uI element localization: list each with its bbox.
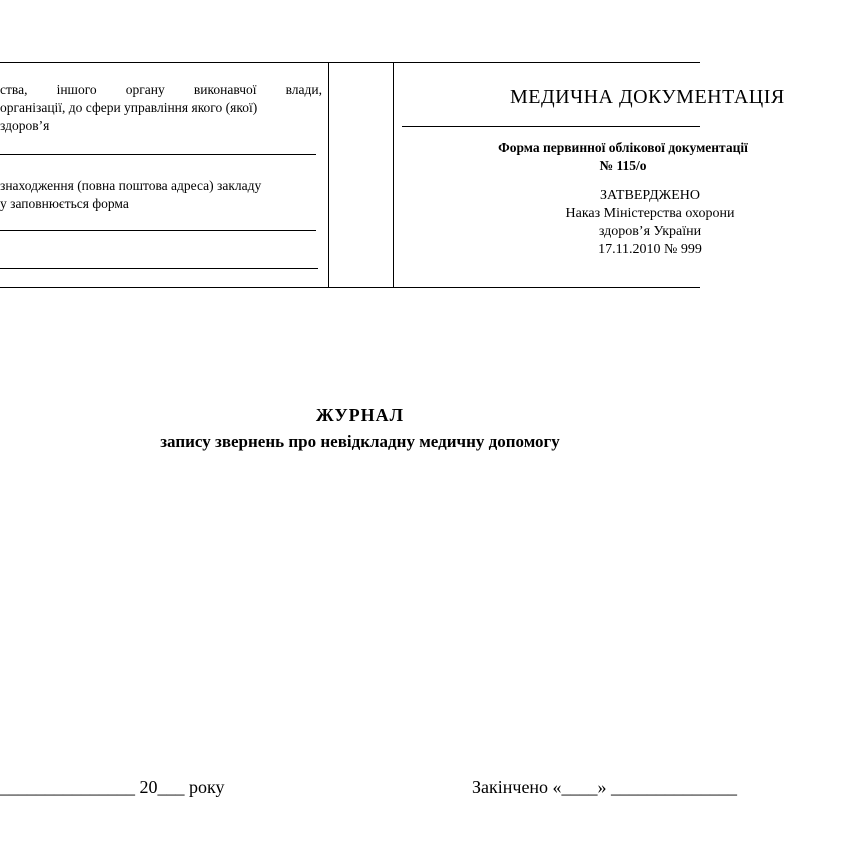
approved-label: ЗАТВЕРДЖЕНО: [600, 188, 700, 203]
form-number: № 115/о: [599, 158, 647, 173]
medical-documentation-title: МЕДИЧНА ДОКУМЕНТАЦІЯ: [510, 86, 785, 108]
ministry-line-3: здоров’я: [0, 118, 50, 133]
ministry-fill-line[interactable]: [0, 154, 316, 155]
approval-block: [500, 187, 800, 259]
address-fill-line-2[interactable]: [0, 268, 318, 269]
address-line-1: знаходження (повна поштова адреса) закладу: [0, 178, 262, 193]
header-top-border: [0, 62, 700, 63]
started-date-field[interactable]: _______________ 20___ року: [0, 777, 225, 797]
approved-order: Наказ Міністерства охорони: [565, 206, 735, 221]
approved-date: 17.11.2010 № 999: [598, 242, 702, 257]
header-divider-2: [393, 62, 394, 287]
finished-date-field[interactable]: Закінчено «____» ______________: [472, 777, 738, 797]
address-fill-line-1[interactable]: [0, 230, 316, 231]
journal-subtitle: запису звернень про невідкладну медичну допомогу: [160, 432, 560, 451]
ministry-name-label: [0, 81, 322, 135]
ministry-line-1: ства, іншого органу виконавчої влади,: [0, 82, 322, 97]
form-label: [400, 139, 846, 175]
ministry-line-2: організації, до сфери управління якого (якої): [0, 100, 258, 115]
approved-ministry: здоров’я України: [598, 224, 702, 239]
address-line-2: у заповнюється форма: [0, 196, 129, 211]
address-label: [0, 177, 322, 213]
form-label-line-1: Форма первинної облікової документації: [498, 140, 748, 155]
header-bottom-border: [0, 287, 700, 288]
right-title-underline: [402, 126, 700, 127]
header-divider-1: [328, 62, 329, 287]
journal-title: ЖУРНАЛ: [315, 405, 405, 425]
